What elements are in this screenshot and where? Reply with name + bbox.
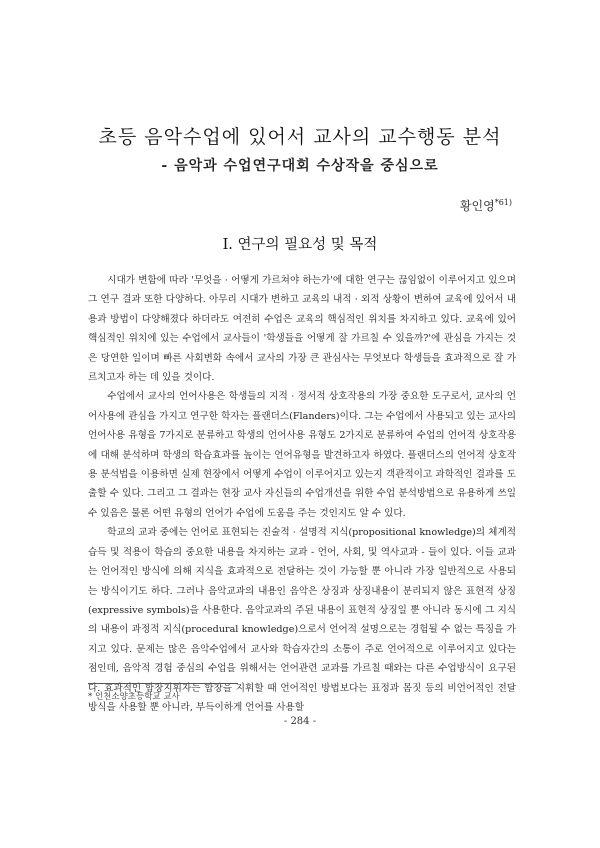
section-heading: Ⅰ. 연구의 필요성 및 목적 <box>222 237 378 253</box>
page-number: - 284 - <box>283 716 317 727</box>
author-line <box>460 197 512 214</box>
author-footnote-mark: *61) <box>494 198 512 207</box>
footnote: * 인천소양초등학교 교사 <box>88 692 180 702</box>
paper-title: 초등 음악수업에 있어서 교사의 교수행동 분석 <box>98 126 502 148</box>
paper-subtitle: - 음악과 수업연구대회 수상작을 중심으로 <box>161 158 439 174</box>
paragraph-1: 시대가 변함에 따라 '무엇을 · 어떻게 가르쳐야 하는가'에 대한 연구는 끊임없이 이루어지고 있으며 그 연구 결과 또한 다양하다. 아무리 시대가 변하고 교육의 내적 · 외적 상황이 변하여 교육에 있어서 내용과 방법이 다양해졌다 하더라도 여전히 수업은 교육의 핵심적인 위치를 차지하고 있다. 교육에 있어 핵심적인 위치에 있는 수업에서 교사들이 '학생들을 어떻게 잘 가르칠 수 있을까?'에 관심을 가지는 것은 당연한 일이며 빠른 사회변화 속에서 교사의 가장 큰 관심사는 무엇보다 학생들을 효과적으로 잘 가르치고자 하는 데 있을 것이다. <box>88 275 516 384</box>
paragraph-3: 학교의 교과 중에는 언어로 표현되는 진술적 · 설명적 지식(propositional knowledge)의 체계적 습득 및 적용이 학습의 중요한 내용을 차지하는 교과 - 언어, 사회, 및 역사교과 - 들이 있다. 이들 교과는 언어적인 방식에 의해 지식을 효과적으로 전달하는 것이 가능할 뿐 아니라 가장 일반적으로 사용되는 방식이기도 하다. 그러나 음악교과의 내용인 음악은 상징과 상징내용이 분리되지 않은 표현적 상징(expressive symbols)을 사용한다. 음악교과의 주된 내용이 표현적 상징일 뿐 아니라 동시에 그 지식의 내용이 과정적 지식(procedural knowledge)으로서 언어적 설명으로는 경험될 수 없는 특징을 가지고 있다. 문제는 많은 음악수업에서 교사와 학습자간의 소통이 주로 언어적으로 이루어지고 있다는 점인데, 음악적 경험 중심의 수업을 위해서는 언어관련 교과를 가르칠 때와는 다른 수업방식이 요구된다. 효과적인 합창지휘자는 합창을 지휘할 때 언어적인 방법보다는 표정과 몸짓 등의 비언어적인 전달방식을 사용할 뿐 아니라, 부득이하게 언어를 사용할 <box>88 527 516 713</box>
author-name: 황인영 <box>459 199 495 213</box>
footnote-divider <box>88 683 238 684</box>
paragraph-2: 수업에서 교사의 언어사용은 학생들의 지적 · 정서적 상호작용의 가장 중요한 도구로서, 교사의 언어사용에 관심을 가지고 연구한 학자는 플랜더스(Flanders)이다. 그는 수업에서 사용되고 있는 교사의 언어사용 유형을 7가지로 분류하고 학생의 언어사용 유형도 2가지로 분류하여 수업의 언어적 상호작용에 대해 분석하며 학생의 학습효과를 높이는 언어유형을 발견하고자 하였다. 플랜더스의 언어적 상호작용 분석법을 이용하면 실제 현장에서 어떻게 수업이 이루어지고 있는지 객관적이고 과학적인 결과를 도출할 수 있다. 그리고 그 결과는 현장 교사 자신들의 수업개선을 위한 수업 분석방법으로 유용하게 쓰일 수 있음은 물론 어떤 유형의 언어가 수업에 도움을 주는 것인지도 알 수 있다. <box>88 391 516 519</box>
body-text <box>88 271 516 717</box>
